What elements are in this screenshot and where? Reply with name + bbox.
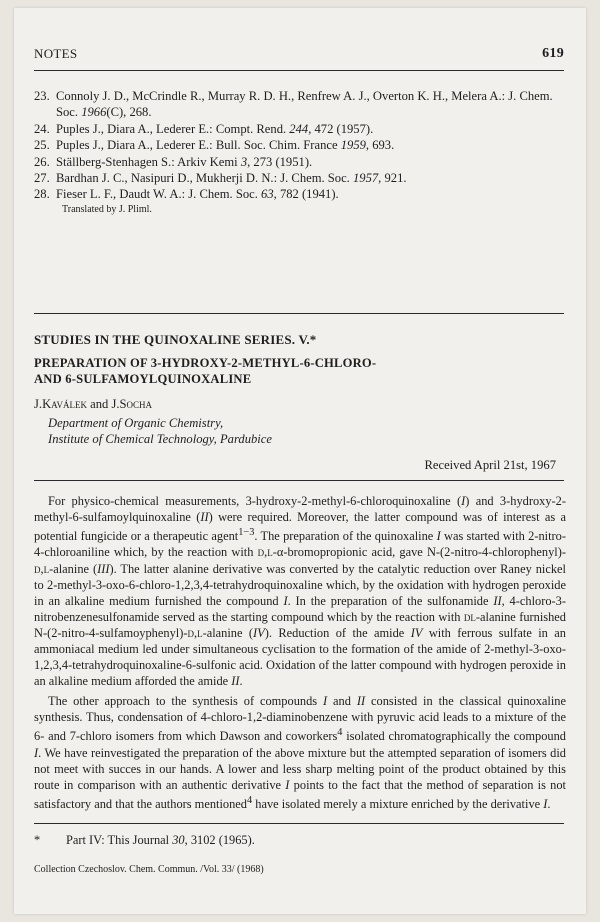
received-rule [34, 480, 564, 481]
reference-list [34, 88, 566, 203]
article-heading [34, 332, 566, 448]
running-header [34, 46, 564, 66]
page [14, 8, 586, 914]
header-rule [34, 70, 564, 71]
series-title: STUDIES IN THE QUINOXALINE SERIES. V.* [34, 332, 317, 347]
reference-item: 27. Bardhan J. C., Nasipuri D., Mukherji D. N.: J. Chem. Soc. 1957, 921. [34, 171, 407, 186]
journal-citation: Collection Czechoslov. Chem. Commun. /Vol. 33/ (1968) [34, 864, 264, 875]
reference-item: 26. Ställberg-Stenhagen S.: Arkiv Kemi 3, 273 (1951). [34, 154, 313, 169]
reference-item: 23. Connoly J. D., McCrindle R., Murray R. D. H., Renfrew A. J., Overton K. H., Melera A.: J. Chem. Soc. 1966(C), 268. [34, 89, 553, 120]
article-top-rule [34, 313, 564, 314]
translator-note: Translated by J. Pliml. [62, 204, 152, 215]
received-date: Received April 21st, 1967 [424, 458, 556, 472]
footnote-rule [34, 823, 564, 824]
reference-item: 24. Puples J., Diara A., Lederer E.: Compt. Rend. 244, 472 (1957). [34, 121, 374, 136]
section-name: NOTES [34, 46, 78, 61]
reference-item: 25. Puples J., Diara A., Lederer E.: Bull. Soc. Chim. France 1959, 693. [34, 138, 395, 153]
reference-item: 28. Fieser L. F., Daudt W. A.: J. Chem. Soc. 63, 782 (1941). [34, 187, 339, 202]
footnote: * Part IV: This Journal 30, 3102 (1965). [34, 833, 255, 847]
body-paragraph: For physico-chemical measurements, 3-hydroxy-2-methyl-6-chloroquinoxaline (I) and 3-hydroxy-2-methyl-6-sulfamoylquinoxaline (II) were required. Moreover, the latter compound was of interest as a potential fungicide or a therapeutic agent$^{1-3}$. The preparation of the quinoxaline I was started with 2-nitro-4-chloroaniline which, by the reaction with d,l-α-bromopropionic acid, gave N-(2-nitro-4-chlorophenyl)-d,l-alanine (III). The latter alanine derivative was converted by the catalytic reduction over Raney nickel to 2-methyl-3-oxo-6-chloro-1,2,3,4-tetrahydroquinoxaline which, by the oxidation with hydrogen peroxide in an alkaline medium furnished the compound I. In the preparation of the sulfonamide II, 4-chloro-3-nitrobenzenesulfonamide served as the starting compound which by the reaction with dl-alanine furnished N-(2-nitro-4-sulfamoyphenyl)-d,l-alanine (IV). Reduction of the amide IV with ferrous sulfate in an ammoniacal medium led under simultaneous cyclisation to the formation of the amide of 2-methyl-3-oxo-1,2,3,4-tetrahydroquinoxaline-6-sulfonic acid. Oxidation of the latter compound with hydrogen peroxide in an alkaline medium afforded the amide II. [34, 494, 567, 689]
page-number: 619 [542, 46, 564, 61]
authors: J.Kaválek and J.Socha [34, 396, 153, 411]
article-title: PREPARATION OF 3-HYDROXY-2-METHYL-6-CHLORO- AND 6-SULFAMOYLQUINOXALINE [34, 355, 377, 386]
affiliation: Department of Organic Chemistry, Institute of Chemical Technology, Pardubice [48, 415, 272, 446]
body-paragraph: The other approach to the synthesis of compounds I and II consisted in the classical quinoxaline synthesis. Thus, condensation of 4-chloro-1,2-diaminobenzene with pyruvic acid leads to a mixture of the 6- and 7-chloro isomers from which Dawson and coworkers$^4$ isolated chromatographically the compound I. We have reinvestigated the preparation of the above mixture but the attempted separation of isomers did not meet with succes in our hands. A lower and less sharp melting point of the product obtained by this route in comparison with an authentic derivative I points to the fact that the method of separation is not satisfactory and that the authors mentioned$^4$ have isolated merely a mixture enriched by the derivative I. [34, 694, 566, 812]
article-body [34, 493, 566, 812]
